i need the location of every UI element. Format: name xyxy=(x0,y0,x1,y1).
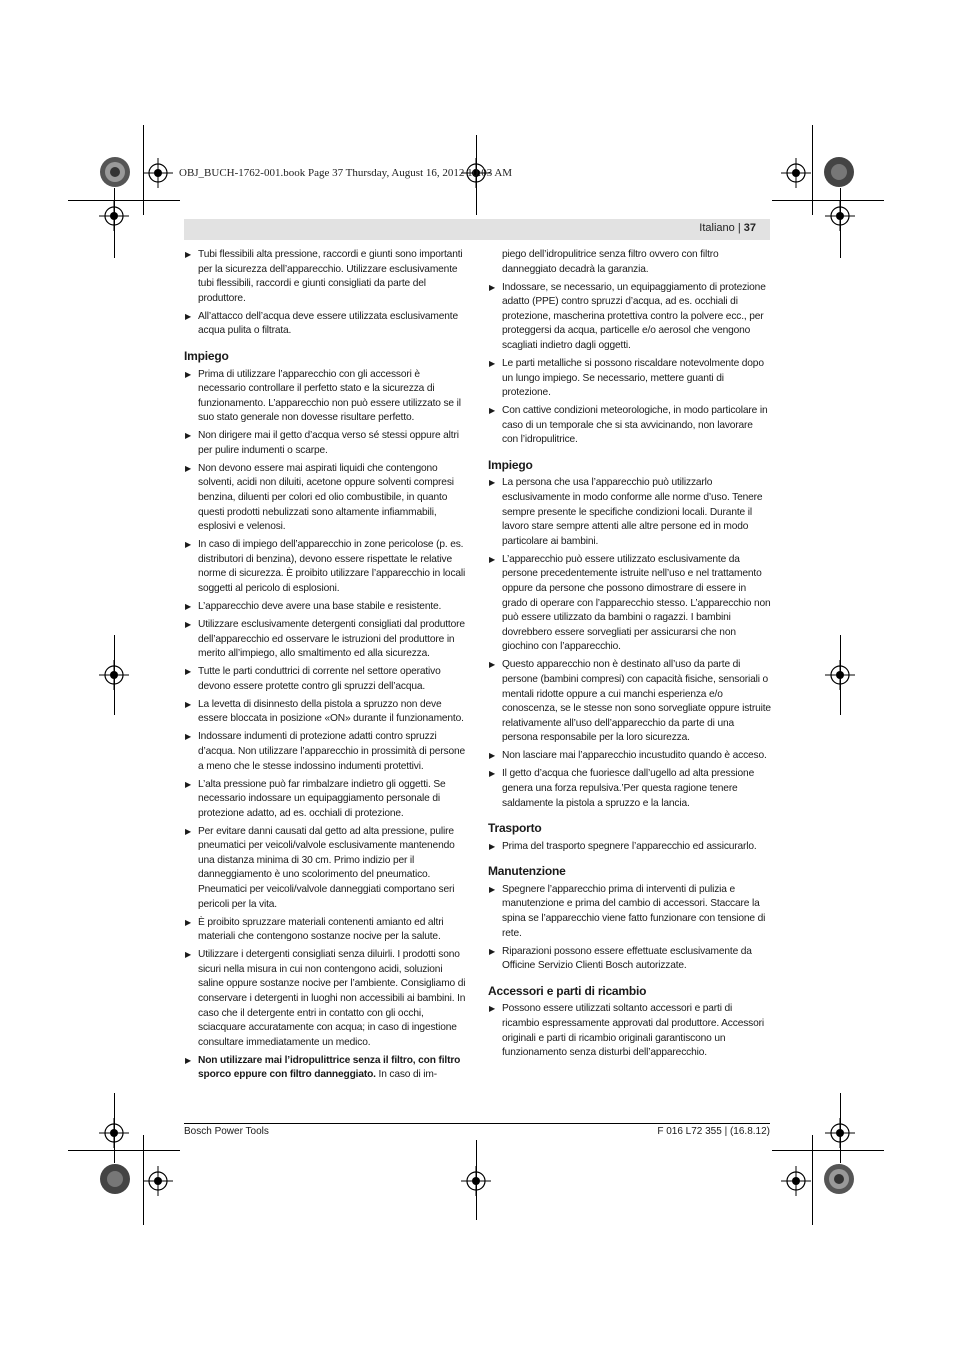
right-column xyxy=(488,248,771,1064)
triangle-right-icon: ▶ xyxy=(489,946,496,956)
list-item-text: Le parti metalliche si possono riscaldare notevolmente dopo un lungo impiego. Se necessario, mettere guanti di protezione. xyxy=(502,357,764,399)
list-item-text: Non devono essere mai aspirati liquidi che contengono solventi, acidi non diluiti, acetone oppure solventi compresi benzina, diluenti per colori ed olio combustibile, in quanto questi prodotti nebulizzati sono altamente infiammabili, esplosivi e velenosi. xyxy=(198,462,454,533)
list-item xyxy=(184,916,467,945)
triangle-right-icon: ▶ xyxy=(185,732,192,742)
list-item-text: All’attacco dell’acqua deve essere utilizzata esclusivamente acqua pulita o filtrata. xyxy=(198,310,458,337)
list-item-text: Indossare, se necessario, un equipaggiamento di protezione adatto (PPE) contro spruzzi d’acqua, ad es. occhiali di protezione, mascherina protettiva contro la polvere ecc., per proteggersi da acqua, particelle e/o aerosol che vengono scagliati indietro dagli oggetti. xyxy=(502,281,766,351)
list-item xyxy=(488,1002,771,1060)
color-wheel-icon xyxy=(99,1163,131,1195)
triangle-right-icon: ▶ xyxy=(489,406,496,416)
triangle-right-icon: ▶ xyxy=(489,660,496,670)
list-item-text: L’apparecchio può essere utilizzato esclusivamente da persone precedentemente istruite nell’uso e nel trattamento oppure da persone che possono dimostrare di essere in grado di operare con l’apparecchio stesso. L’apparecchio non può essere utilizzato da bambini o ragazzi. I bambini dovrebbero essere sorvegliati per assicurarsi che non giochino con l’apparecchio. xyxy=(502,553,771,653)
triangle-right-icon: ▶ xyxy=(185,431,192,441)
list-item xyxy=(184,618,467,662)
triangle-right-icon: ▶ xyxy=(489,751,496,761)
list-item xyxy=(488,553,771,655)
file-info: OBJ_BUCH-1762-001.book Page 37 Thursday, August 16, 2012 10:03 AM xyxy=(179,167,513,179)
list-item-text: In caso di impiego dell’apparecchio in zone pericolose (p. es. distributori di benzina), devono essere rispettate le relative norme di sicurezza. È proibito utilizzare l’apparecchio in locali soggetti al pericolo di esplosioni. xyxy=(198,539,466,595)
triangle-right-icon: ▶ xyxy=(185,917,192,927)
color-wheel-icon xyxy=(823,1163,855,1195)
triangle-right-icon: ▶ xyxy=(185,1055,192,1065)
footer-divider xyxy=(184,1123,770,1124)
color-wheel-icon xyxy=(823,156,855,188)
list-item-text: È proibito spruzzare materiali contenenti amianto ed altri materiali che contengono sostanze nocive per la salute. xyxy=(198,916,444,943)
triangle-right-icon: ▶ xyxy=(185,540,192,550)
triangle-right-icon: ▶ xyxy=(185,369,192,379)
section-title-impiego: Impiego xyxy=(488,457,533,472)
list-item-text: Indossare indumenti di protezione adatti contro spruzzi d’acqua. Non utilizzare l’apparecchio in prossimità di persone a meno che le stesse indossino indumenti protettivi. xyxy=(198,731,466,772)
list-item-text: Tubi flessibili alta pressione, raccordi e giunti sono importanti per la sicurezza dell’apparecchio. Utilizzare esclusivamente tubi flessibili, raccordi e giunti consigliati da parte del produttore. xyxy=(198,249,463,304)
page-number: 37 xyxy=(743,222,756,234)
list-item-text: Possono essere utilizzati soltanto accessori e parti di ricambio espressamente approvati dal produttore. Accessori originali e parti di ricambio originali garantiscono un funzionamento senza disturbi dell’apparecchio. xyxy=(502,1003,764,1059)
list-item xyxy=(184,825,467,913)
list-item xyxy=(488,357,771,401)
list-item-text: Il getto d’acqua che fuoriesce dall’ugello ad alta pressione genera una forza repulsiva.’Per questa ragione tenere saldamente la pistola a spruzzo e la lancia. xyxy=(502,768,755,809)
list-item-text: Spegnere l’apparecchio prima di interventi di pulizia e manutenzione e prima del cambio di accessori. Staccare la spina se l’apparecchio viene fatto funzionare con tensione di rete. xyxy=(502,883,766,939)
triangle-right-icon: ▶ xyxy=(185,463,192,473)
list-item-text: La persona che usa l’apparecchio può utilizzarlo esclusivamente in modo conforme alle norme d’uso. Tenere sempre presente le specifiche condizioni locali. Durante il lavoro stare sempre attenti alle altre persone ed in modo particolare ai bambini. xyxy=(502,477,763,547)
triangle-right-icon: ▶ xyxy=(185,620,192,629)
list-item xyxy=(184,698,467,727)
list-item xyxy=(488,945,771,974)
list-item xyxy=(184,730,467,774)
triangle-right-icon: ▶ xyxy=(489,884,496,894)
header-text xyxy=(699,222,756,234)
footer-publisher: Bosch Power Tools xyxy=(184,1126,269,1137)
triangle-right-icon: ▶ xyxy=(489,282,496,292)
crosshair-target-icon xyxy=(781,158,811,188)
list-item xyxy=(488,883,771,941)
list-item xyxy=(488,281,771,354)
warning-rest-text: In caso di im- xyxy=(375,1069,438,1081)
list-item-text: Utilizzare i detergenti consigliati senza diluirli. I prodotti sono sicuri nella misura in cui non contengono acidi, soluzioni saline oppure sostanze nocive per l’ambiente. Consigliamo di conservare i detergenti in luoghi non accessibili ai bambini. In caso che il detergente entri in contatto con gli occhi, sciacquare accuratamente con acqua; in caso di ingestione consultare immediatamente un medico. xyxy=(198,949,466,1048)
list-item-text: Prima del trasporto spegnere l’apparecchio ed assicurarlo. xyxy=(502,840,757,852)
section-title-accessori: Accessori e parti di ricambio xyxy=(488,983,647,998)
triangle-right-icon: ▶ xyxy=(489,554,496,564)
triangle-right-icon: ▶ xyxy=(185,779,192,789)
list-item-text: Con cattive condizioni meteorologiche, in modo particolare in caso di un temporale che si sta avvicinando, non lavorare con l’idropulitrice. xyxy=(502,405,768,446)
list-item xyxy=(488,749,771,764)
list-item xyxy=(184,538,467,596)
triangle-right-icon: ▶ xyxy=(185,950,192,960)
list-item xyxy=(488,658,771,746)
list-item-text: Per evitare danni causati dal getto ad alta pressione, pulire pneumatici per veicoli/valvole esclusivamente mantenendo una distanza minima di 30 cm. Primo indizio per il danneggiamento è uno scolorimento del pneumatico. Pneumatici per veicoli/valvole danneggiati comportano seri pericoli per la vita. xyxy=(198,825,455,910)
section-title-impiego: Impiego xyxy=(184,348,229,363)
footer-doc-code: F 016 L72 355 | (16.8.12) xyxy=(657,1126,770,1137)
triangle-right-icon: ▶ xyxy=(185,826,192,836)
list-item-text: Utilizzare esclusivamente detergenti consigliati dal produttore dell’apparecchio ed osservare le istruzioni del produttore in merito all’impiego, allo smaltimento ed alla sicurezza. xyxy=(198,619,465,660)
list-item xyxy=(488,476,771,549)
page-header xyxy=(184,219,770,240)
triangle-right-icon: ▶ xyxy=(489,358,496,368)
list-item xyxy=(184,1054,467,1083)
list-item xyxy=(184,248,467,306)
triangle-right-icon: ▶ xyxy=(489,1004,496,1014)
list-item xyxy=(184,665,467,694)
list-item xyxy=(184,429,467,458)
list-item xyxy=(184,310,467,339)
list-item-text: L’alta pressione può far rimbalzare indietro gli oggetti. Se necessario indossare un equipaggiamento personale di protezione adatto, ad es. occhiali di protezione. xyxy=(198,778,446,819)
section-title-manutenzione: Manutenzione xyxy=(488,864,566,879)
crosshair-target-icon xyxy=(781,1166,811,1196)
triangle-right-icon: ▶ xyxy=(185,311,192,321)
list-item-text: La levetta di disinnesto della pistola a spruzzo non deve essere bloccata in posizione «ON» durante il funzionamento. xyxy=(198,698,464,725)
list-item-text: Tutte le parti conduttrici di corrente nel settore operativo devono essere protette contro gli spruzzi dell’acqua. xyxy=(198,666,441,692)
triangle-right-icon: ▶ xyxy=(489,769,496,779)
list-item-text: Questo apparecchio non è destinato all’uso da parte di persone (bambini compresi) con capacità fisiche, sensoriali o mentali ridotte oppure a cui manchi esperienza e/o conoscenza, se le stesse non sono sorvegliate oppure istruite relativamente all’uso dell’apparecchio da parte di una persona responsabile per la loro sicurezza. xyxy=(502,659,771,744)
header-separator: | xyxy=(737,222,741,234)
crosshair-target-icon xyxy=(143,158,173,188)
triangle-right-icon: ▶ xyxy=(185,667,192,677)
continued-text: piego dell’idropulitrice senza filtro ovvero con filtro danneggiato decadrà la garanzia. xyxy=(502,249,719,275)
list-item xyxy=(184,368,467,426)
header-language: Italiano xyxy=(699,222,735,234)
triangle-right-icon: ▶ xyxy=(185,699,192,709)
list-item xyxy=(488,767,771,811)
list-item xyxy=(184,948,467,1050)
triangle-right-icon: ▶ xyxy=(489,478,496,488)
list-item xyxy=(184,778,467,822)
crosshair-target-icon xyxy=(143,1166,173,1196)
list-item-text: Non lasciare mai l’apparecchio incustudito quando è acceso. xyxy=(502,750,767,762)
list-item-text: L’apparecchio deve avere una base stabile e resistente. xyxy=(198,601,442,613)
triangle-right-icon: ▶ xyxy=(185,602,192,612)
warning-bold-text: Non utilizzare mai l’idropulittrice senza il filtro, con filtro sporco eppure con filtro danneggiato. xyxy=(198,1054,461,1081)
list-item xyxy=(488,840,771,855)
left-column xyxy=(184,248,467,1086)
triangle-right-icon: ▶ xyxy=(489,841,496,851)
list-item-text: Riparazioni possono essere effettuate esclusivamente da Officine Servizio Clienti Bosch autorizzate. xyxy=(502,945,752,972)
list-item-text: Non dirigere mai il getto d’acqua verso sé stessi oppure altri per pulire indumenti o scarpe. xyxy=(198,430,459,456)
section-title-trasporto: Trasporto xyxy=(488,821,542,836)
list-item xyxy=(184,462,467,535)
list-item xyxy=(184,600,467,615)
triangle-right-icon: ▶ xyxy=(185,250,192,259)
color-wheel-icon xyxy=(99,156,131,188)
list-item xyxy=(488,404,771,448)
list-item-text: Prima di utilizzare l’apparecchio con gli accessori è necessario controllare il perfetto stato e la sicurezza di funzionamento. L’apparecchio non può essere utilizzato se il suo stato generale non dovesse risultare perfetto. xyxy=(198,368,461,424)
